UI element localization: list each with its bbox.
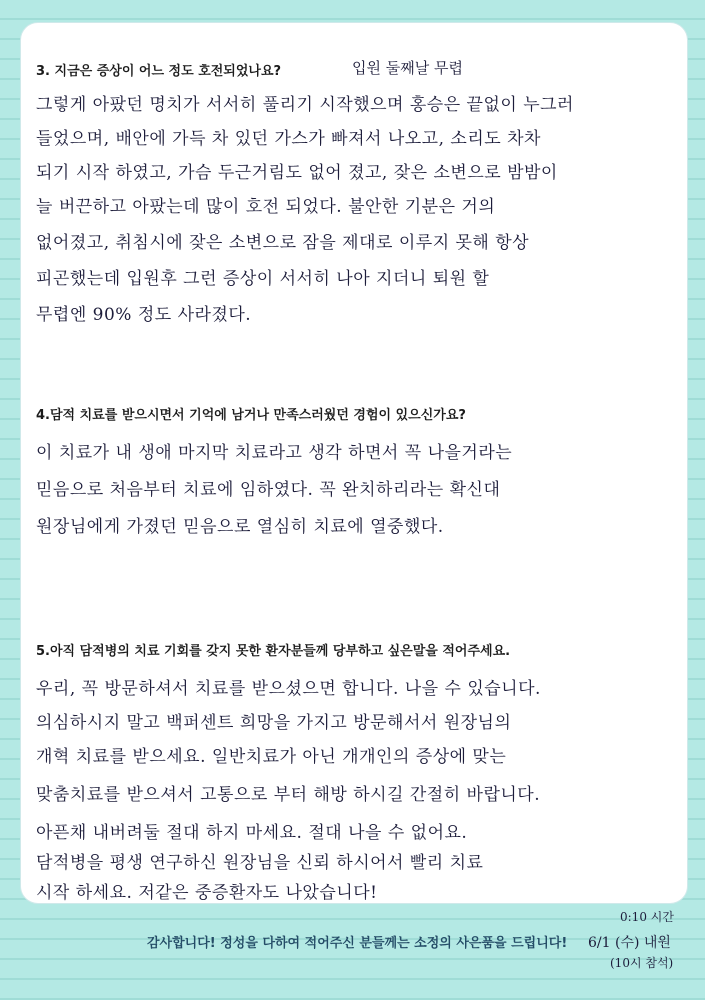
answer-line: 그렇게 아팠던 명치가 서서히 풀리기 시작했으며 홍승은 끝없이 누그러 <box>36 95 574 115</box>
answer-line: 우리, 꼭 방문하셔서 치료를 받으셨으면 합니다. 나을 수 있습니다. <box>36 679 541 699</box>
answer-line: 믿음으로 처음부터 치료에 임하였다. 꼭 완치하리라는 확신대 <box>36 480 501 500</box>
answer-line: 되기 시작 하였고, 가슴 두근거림도 없어 졌고, 잦은 소변으로 밤밤이 <box>36 163 558 183</box>
survey-sheet <box>20 22 688 904</box>
question-5-title: 5.아직 담적병의 치료 기회를 갖지 못한 환자분들께 당부하고 싶은말을 적어주세요. <box>36 644 511 659</box>
answer-line: 들었으며, 배안에 가득 차 있던 가스가 빠져서 나오고, 소리도 차차 <box>36 129 541 149</box>
answer-line: 시작 하세요. 저같은 중증환자도 나았습니다! <box>36 883 378 903</box>
answer-line: 늘 버끈하고 아팠는데 많이 호전 되었다. 불안한 기분은 거의 <box>36 197 496 217</box>
question-3-margin-note: 입원 둘째날 무렵 <box>352 59 463 77</box>
signature-date: 6/1 (수) 내원 <box>588 935 671 951</box>
question-3-title: 3. 지금은 증상이 어느 정도 호전되었나요? <box>36 64 282 79</box>
answer-line: 아픈채 내버려둘 절대 하지 마세요. 절대 나을 수 없어요. <box>36 823 468 843</box>
answer-line: 의심하시지 말고 백퍼센트 희망을 가지고 방문해서서 원장님의 <box>36 713 512 733</box>
answer-line: 피곤했는데 입원후 그런 증상이 서서히 나아 지더니 퇴원 할 <box>36 269 490 289</box>
answer-line: 맞춤치료를 받으셔서 고통으로 부터 해방 하시길 간절히 바랍니다. <box>36 785 541 805</box>
answer-line: 개혁 치료를 받으세요. 일반치료가 아닌 개개인의 증상에 맞는 <box>36 747 507 767</box>
question-4-title: 4.담적 치료를 받으시면서 기억에 남거나 만족스러웠던 경험이 있으신가요? <box>36 408 466 423</box>
footer-thanks: 감사합니다! 정성을 다하여 적어주신 분들께는 소정의 사은품을 드립니다! <box>147 936 568 951</box>
answer-line: 무렵엔 90% 정도 사라졌다. <box>36 305 252 325</box>
answer-line: 이 치료가 내 생애 마지막 치료라고 생각 하면서 꼭 나을거라는 <box>36 443 513 463</box>
answer-line: 없어졌고, 취침시에 잦은 소변으로 잠을 제대로 이루지 못해 항상 <box>36 233 530 253</box>
answer-line: 원장님에게 가졌던 믿음으로 열심히 치료에 열중했다. <box>36 517 444 537</box>
signature-time: 0:10 시간 <box>620 910 674 924</box>
answer-line: 담적병을 평생 연구하신 원장님을 신뢰 하시어서 빨리 치료 <box>36 853 484 873</box>
signature-note: (10시 참석) <box>610 956 674 970</box>
